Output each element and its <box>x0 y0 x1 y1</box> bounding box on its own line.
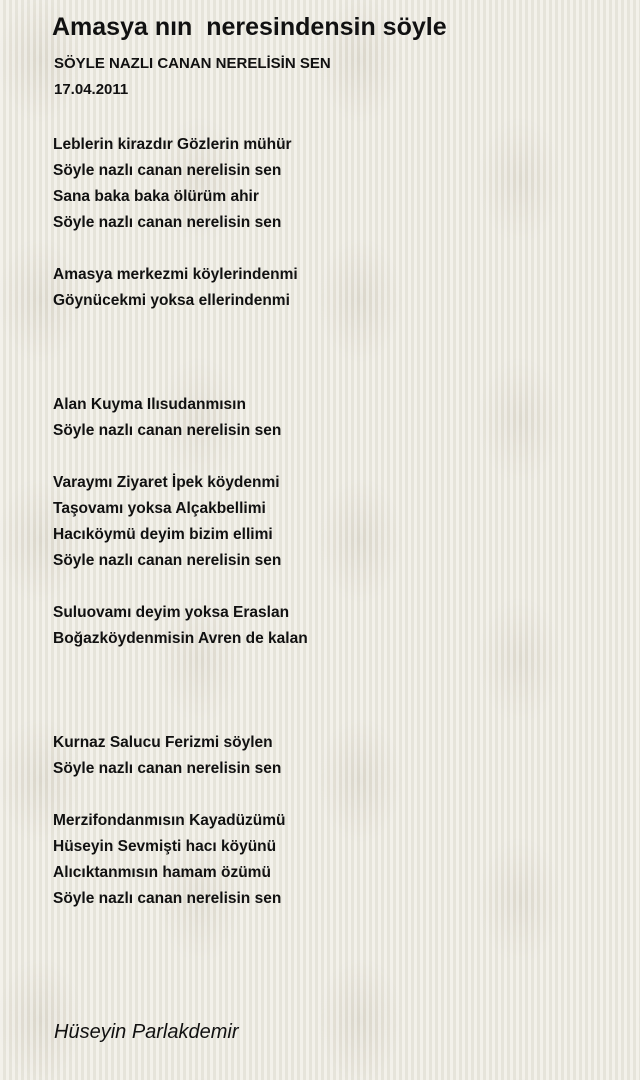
poem-line: Merzifondanmısın Kayadüzümü <box>53 812 286 829</box>
poem-line: Suluovamı deyim yoksa Eraslan <box>53 604 290 621</box>
poem-line: Alıcıktanmısın hamam özümü <box>53 864 271 881</box>
poem-line: Hüseyin Sevmişti hacı köyünü <box>53 838 277 855</box>
poem-line: Söyle nazlı canan nerelisin sen <box>53 760 282 777</box>
poem-title: Amasya nın neresindensin söyle <box>52 13 447 41</box>
poem-line: Söyle nazlı canan nerelisin sen <box>53 890 282 907</box>
poem-line: Kurnaz Salucu Ferizmi söylen <box>53 734 273 751</box>
stanza-1 <box>53 132 613 236</box>
stanza-7 <box>53 808 613 912</box>
poem-line: Taşovamı yoksa Alçakbellimi <box>53 500 266 517</box>
poem-line: Söyle nazlı canan nerelisin sen <box>53 162 282 179</box>
poem-line: Söyle nazlı canan nerelisin sen <box>53 552 282 569</box>
stanza-4 <box>53 470 613 574</box>
stanza-5 <box>53 600 613 652</box>
poem-line: Amasya merkezmi köylerindenmi <box>53 266 298 283</box>
poem-line: Alan Kuyma Ilısudanmısın <box>53 396 246 413</box>
poem-line: Varaymı Ziyaret İpek köydenmi <box>53 474 280 491</box>
poem-author: Hüseyin Parlakdemir <box>54 1021 239 1043</box>
poem-date: 17.04.2011 <box>54 81 129 98</box>
poem-line: Leblerin kirazdır Gözlerin mühür <box>53 136 292 153</box>
stanza-2 <box>53 262 613 314</box>
poem-line: Söyle nazlı canan nerelisin sen <box>53 422 282 439</box>
poem-line: Göynücekmi yoksa ellerindenmi <box>53 292 290 309</box>
poem-line: Sana baka baka ölürüm ahir <box>53 188 259 205</box>
poem-body <box>53 132 613 912</box>
poem-line: Boğazköydenmisin Avren de kalan <box>53 630 308 647</box>
poem-subtitle: SÖYLE NAZLI CANAN NERELİSİN SEN <box>54 55 331 72</box>
stanza-6 <box>53 730 613 782</box>
poem-line: Hacıköymü deyim bizim ellimi <box>53 526 273 543</box>
stanza-3 <box>53 392 613 444</box>
poem-line: Söyle nazlı canan nerelisin sen <box>53 214 282 231</box>
